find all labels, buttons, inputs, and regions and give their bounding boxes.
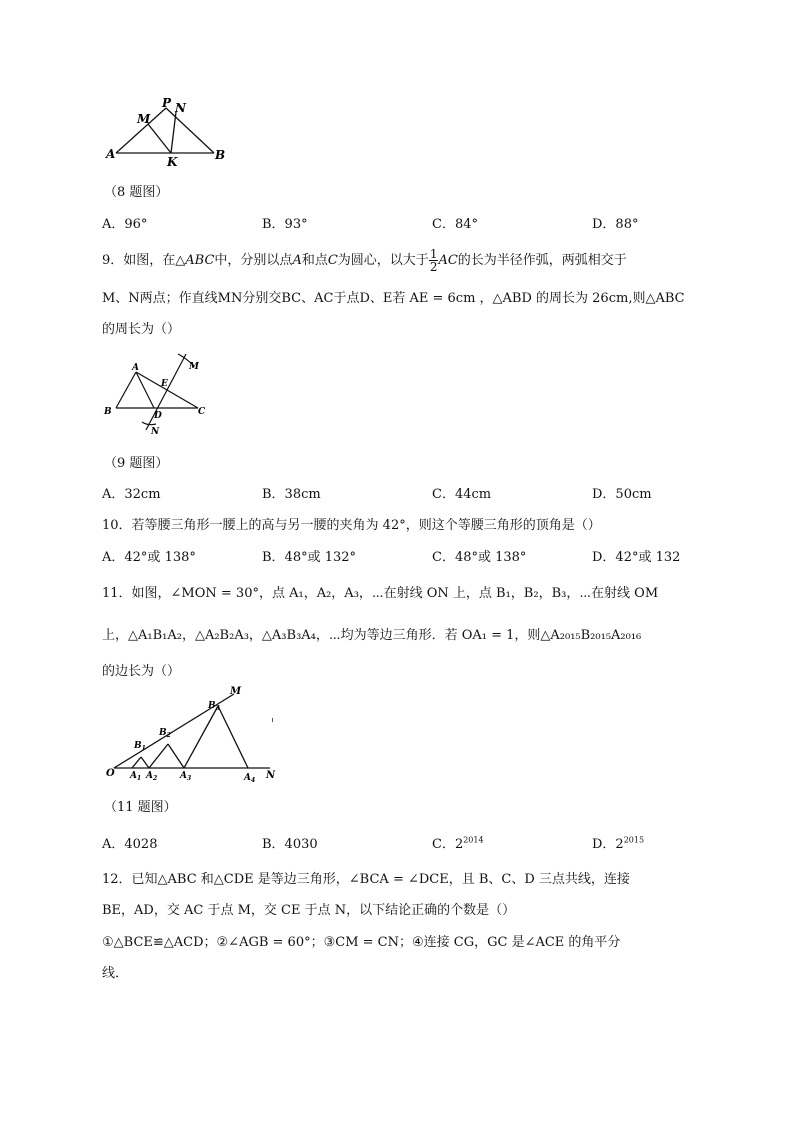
label-M: M xyxy=(189,362,199,372)
q11-option-c: C．$2^{2014}$ xyxy=(432,835,484,852)
label-N: N xyxy=(266,770,276,781)
q8-option-a: A．96° xyxy=(102,217,148,232)
q11-stem-line3: 的边长为（） xyxy=(102,664,181,679)
q9-option-b: B．38cm xyxy=(262,487,321,502)
label-B1: $B_1$ xyxy=(134,741,146,752)
q9-option-c: C．44cm xyxy=(432,487,492,502)
q11-stem-line2: 上，△A₁B₁A₂，△A₂B₂A₃，△A₃B₃A₄，⋯均为等边三角形．若 OA₁ = 1，则△A₂₀₁₅B₂₀₁₅A₂₀₁₆ xyxy=(102,628,642,643)
q12-stem-line1: 12．已知△ABC 和△CDE 是等边三角形，∠BCA = ∠DCE，且 B、C、D 三点共线，连接 xyxy=(102,872,630,887)
q9-stem-line2: M、N两点；作直线MN分别交BC、AC于点D、E若 AE = 6cm ，△ABD 的周长为 26cm,则△ABC xyxy=(102,291,685,306)
label-A3: $A_3$ xyxy=(180,771,192,782)
q9-caption: （9 题图） xyxy=(104,456,169,471)
label-M: M xyxy=(230,686,242,697)
label-K: K xyxy=(167,155,178,168)
label-M: M xyxy=(137,112,151,126)
label-N: N xyxy=(151,427,160,436)
label-A1: $A_1$ xyxy=(130,771,142,782)
q8-option-c: C．84° xyxy=(432,217,478,232)
q12-stem-line3: ①△BCE≌△ACD；②∠AGB = 60°；③CM = CN；④连接 CG，GC 是∠ACE 的角平分 xyxy=(102,935,621,950)
q9-stem-line1: 9．如图，在△ABC中，分别以点A和点C为圆心，以大于 $\frac{1}{2}$ AC的长为半径作弧，两弧相交于 xyxy=(102,247,627,274)
q10-option-b: B．48°或 132° xyxy=(262,550,357,565)
stray-mark xyxy=(272,718,273,722)
q11-option-b: B．4030 xyxy=(262,837,318,852)
label-A4: $A_4$ xyxy=(244,773,256,784)
label-A: A xyxy=(132,363,139,373)
q10-stem: 10．若等腰三角形一腰上的高与另一腰的夹角为 42°，则这个等腰三角形的顶角是（） xyxy=(102,518,601,533)
label-N: N xyxy=(175,101,186,115)
q8-figure xyxy=(104,96,234,168)
label-B3: $B_3$ xyxy=(208,701,220,712)
label-B: B xyxy=(104,407,112,417)
q9-option-d: D．50cm xyxy=(592,487,652,502)
q8-caption: （8 题图） xyxy=(104,185,169,200)
label-C: C xyxy=(198,407,206,417)
q9-option-a: A．32cm xyxy=(102,487,161,502)
label-A2: $A_2$ xyxy=(146,771,158,782)
q12-stem-line4: 线． xyxy=(102,966,129,981)
q11-option-a: A．4028 xyxy=(102,837,158,852)
q11-caption: （11 题图） xyxy=(104,800,177,815)
q10-option-a: A．42°或 138° xyxy=(102,550,196,565)
fraction-one-half: $\frac{1}{2}$ xyxy=(429,247,438,274)
q10-option-d: D．42°或 132 xyxy=(592,550,681,565)
q12-stem-line2: BE，AD，交 AC 于点 M，交 CE 于点 N，以下结论正确的个数是（） xyxy=(102,903,516,918)
q11-option-d: D．$2^{2015}$ xyxy=(592,835,645,852)
q8-option-d: D．88° xyxy=(592,217,639,232)
q10-option-c: C．48°或 138° xyxy=(432,550,527,565)
label-D: D xyxy=(154,411,162,421)
q9-stem-line3: 的周长为（） xyxy=(102,322,181,337)
q9-figure xyxy=(102,344,222,436)
q11-stem-line1: 11．如图，∠MON = 30°，点 A₁，A₂，A₃，⋯在射线 ON 上，点 B₁，B₂，B₃，⋯在射线 OM xyxy=(102,586,659,601)
label-B2: $B_2$ xyxy=(159,728,171,739)
q8-option-b: B．93° xyxy=(262,217,308,232)
label-P: P xyxy=(162,96,172,110)
label-O: O xyxy=(106,768,115,779)
label-B: B xyxy=(215,148,226,162)
q11-figure xyxy=(102,684,282,784)
label-E: E xyxy=(161,379,168,389)
label-A: A xyxy=(106,147,116,161)
